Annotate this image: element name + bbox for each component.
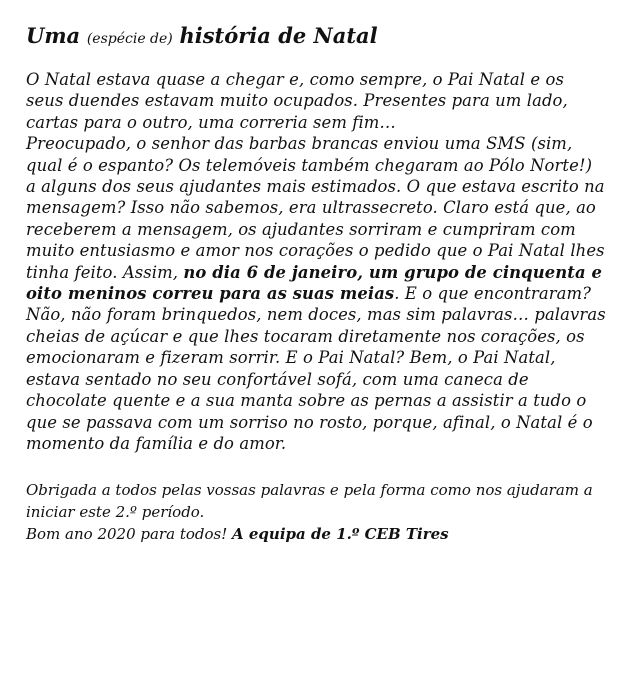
closing-note [26, 479, 606, 545]
story-body [26, 69, 606, 454]
title-main: história de Natal [179, 23, 378, 48]
closing-wishes-line [26, 523, 606, 545]
story-paragraph-2 [26, 133, 606, 454]
story-highlight: no dia 6 de janeiro, um grupo de cinquenta e oito meninos correu para as suas meias [26, 262, 603, 304]
closing-thanks: Obrigada a todos pelas vossas palavras e pela forma como nos ajudaram a iniciar este 2.º período. [26, 481, 593, 522]
story-paragraph-2-text-b: . E o que encontraram? Não, não foram brinquedos, nem doces, mas sim palavras… palavras cheias de açúcar e que lhes tocaram diretamente nos corações, os emocionaram e fizeram sorrir. E o Pai Natal? Bem, o Pai Natal, estava sentado no seu confortável sofá, com uma caneca de chocolate quente e a sua manta sobre as pernas a assistir a tudo o que se passava com um sorriso no rosto, porque, afinal, o Natal é o momento da família e do amor. [26, 284, 606, 453]
document-title [26, 22, 606, 53]
story-paragraph-2-text-a: Preocupado, o senhor das barbas brancas enviou uma SMS (sim, qual é o espanto? Os telemóveis também chegaram ao Pólo Norte!) a alguns dos seus ajudantes mais estimados. O que estava escrito na mensagem? Isso não sabemos, era ultrassecreto. Claro está que, ao receberem a mensagem, os ajudantes sorriram e cumpriram com muito entusiasmo e amor nos corações o pedido que o Pai Natal lhes tinha feito. Assim, [26, 134, 605, 282]
closing-signature: A equipa de 1.º CEB Tires [232, 525, 449, 544]
title-word-uma: Uma [26, 23, 81, 48]
story-paragraph-1: O Natal estava quase a chegar e, como sempre, o Pai Natal e os seus duendes estavam muito ocupados. Presentes para um lado, cartas para o outro, uma correria sem fim… [26, 70, 568, 132]
closing-wishes: Bom ano 2020 para todos! [26, 525, 228, 544]
title-parenthetical: (espécie de) [86, 31, 173, 47]
document-page [26, 22, 606, 545]
